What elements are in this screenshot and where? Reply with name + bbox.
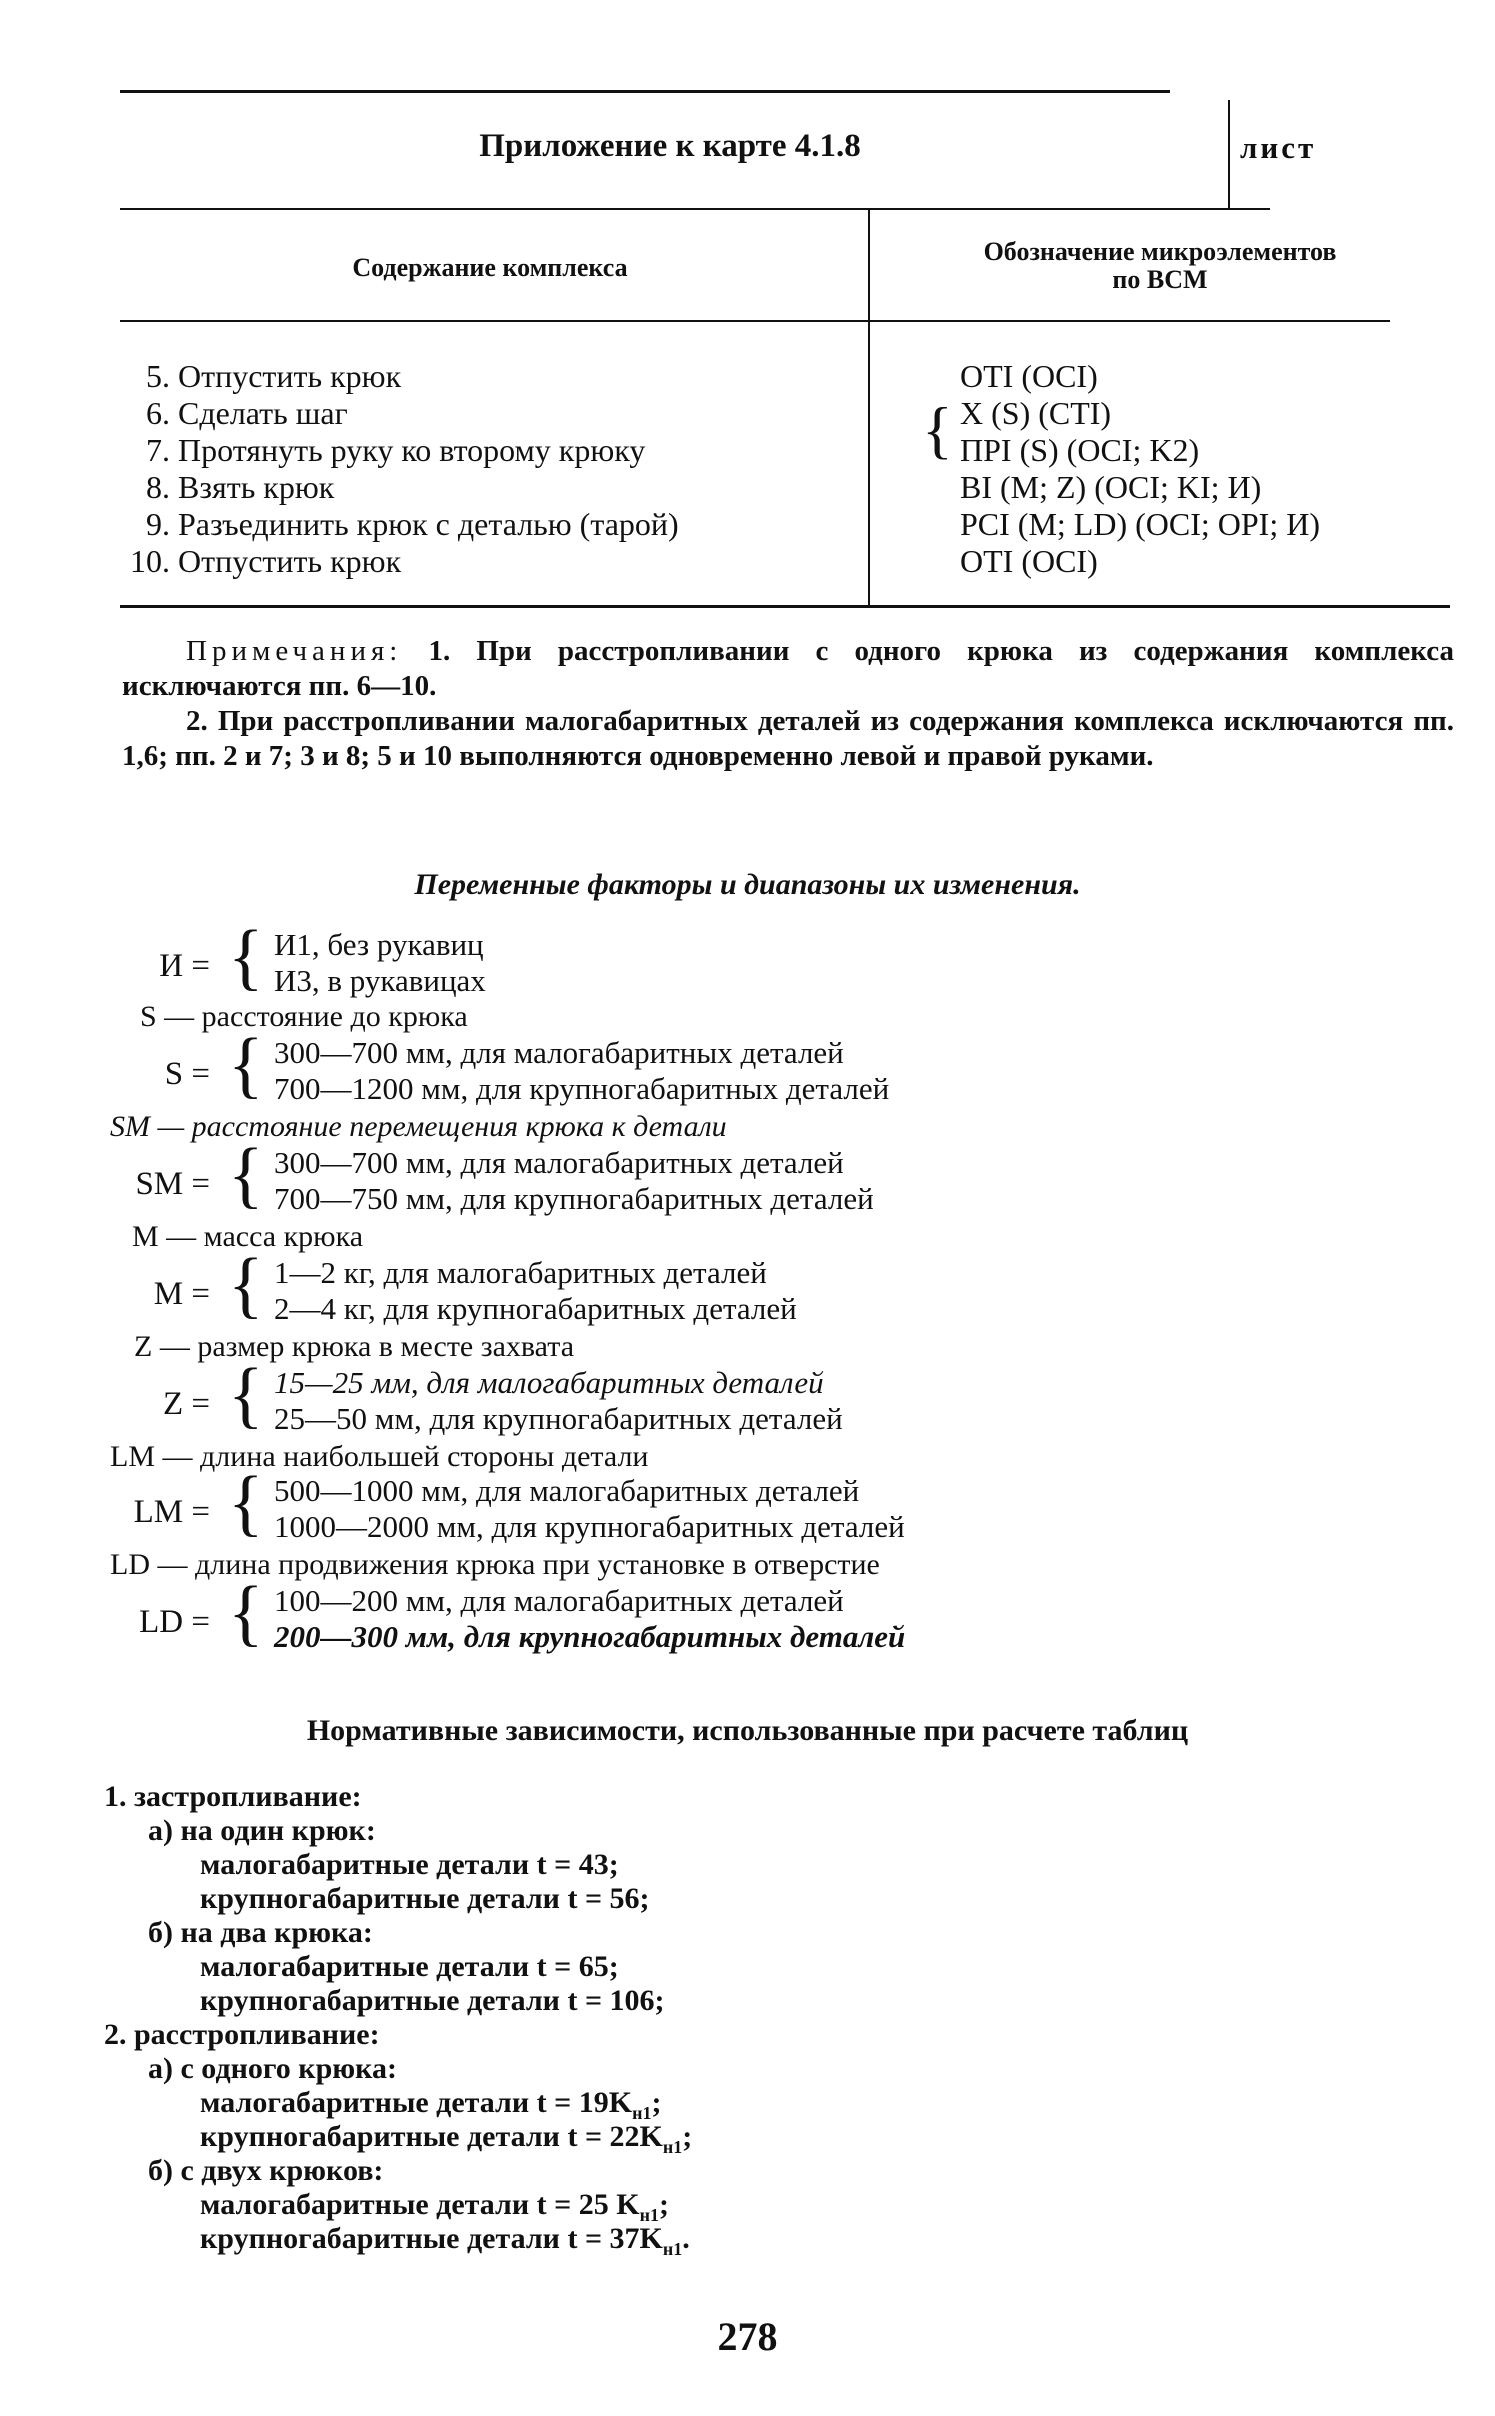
factors-title: Переменные факторы и диапазоны их изменения. — [414, 868, 1081, 901]
table-row: 6. Сделать шаг — [146, 395, 348, 431]
factor-symbol-M: M = — [153, 1276, 210, 1312]
norm-line: б) на два крюка: — [148, 1916, 373, 1949]
table-cell-code: X (S) (CTI) — [960, 395, 1112, 431]
factor-I-2: И3, в рукавицах — [274, 963, 486, 998]
notes-block — [122, 634, 1454, 774]
column-divider — [868, 210, 870, 605]
page-title: Приложение к карте 4.1.8 — [479, 128, 861, 164]
table-rows-codes — [960, 358, 1320, 580]
factor-SM-1: 300—700 мм, для малогабаритных деталей — [274, 1145, 844, 1180]
norm-line: крупногабаритные детали $t = 37K_{н1}$. — [200, 2222, 690, 2259]
factor-LD-2: 200—300 мм, для крупногабаритных деталей — [274, 1619, 906, 1654]
sheet-divider — [1228, 100, 1230, 210]
factor-symbol-S: S = — [164, 1056, 210, 1092]
norm-line: крупногабаритные детали t = 56; — [200, 1882, 650, 1915]
top-rule — [120, 90, 1170, 93]
note-2: 2. При расстропливании малогабаритных деталей из содержания комплекса исключаются пп. 1,6; пп. 2 и 7; 3 и 8; 5 и 10 выполняются одновременно левой и правой руками. — [122, 705, 1454, 772]
factor-I-1: И1, без рукавиц — [274, 927, 484, 962]
factor-symbol-SM: SM = — [135, 1166, 210, 1202]
table-row: 9. Разъединить крюк с деталью (тарой) — [146, 506, 679, 542]
factor-S-1: 300—700 мм, для малогабаритных деталей — [274, 1035, 844, 1070]
norm-line: а) с одного крюка: — [148, 2052, 397, 2085]
factor-Z-def: Z — размер крюка в месте захвата — [134, 1330, 575, 1363]
norm-line: малогабаритные детали t = 25 $K_{н1}$; — [200, 2188, 669, 2225]
table-cell-code: ПPI (S) (OCI; K2) — [960, 432, 1200, 468]
note-1: Примечания: 1. При расстропливании с одного крюка из содержания комплекса исключаются пп. 6—10. — [122, 635, 1454, 702]
factor-M-def: M — масса крюка — [132, 1220, 364, 1253]
norm-line: крупногабаритные детали $t = 22K_{н1}$; — [200, 2120, 693, 2157]
table-cell-code: OTI (OCI) — [960, 358, 1098, 394]
brace-S: { — [228, 1024, 264, 1106]
factor-LD-def: LD — длина продвижения крюка при установке в отверстие — [110, 1548, 880, 1581]
table-row: 10. Отпустить крюк — [130, 543, 402, 579]
factor-S-2: 700—1200 мм, для крупногабаритных деталей — [274, 1071, 890, 1106]
factor-LM-1: 500—1000 мм, для малогабаритных деталей — [274, 1473, 860, 1508]
col-header-rule — [120, 320, 1390, 322]
factor-M-1: 1—2 кг, для малогабаритных деталей — [274, 1255, 767, 1290]
table-bottom-rule — [120, 605, 1450, 608]
brace-rows-6-7: { — [922, 394, 953, 465]
factor-SM-2: 700—750 мм, для крупногабаритных деталей — [274, 1181, 874, 1216]
table-row: 5. Отпустить крюк — [146, 358, 402, 394]
brace-I: { — [228, 916, 264, 998]
col-header-code-2: по ВСМ — [1112, 265, 1208, 294]
table-cell-code: OTI (OCI) — [960, 543, 1098, 579]
norm-line: малогабаритные детали t = 65; — [200, 1950, 619, 1983]
col-header-code-1: Обозначение микроэлементов — [983, 237, 1337, 266]
factor-LM-2: 1000—2000 мм, для крупногабаритных деталей — [274, 1509, 905, 1544]
factor-SM-def: SM — расстояние перемещения крюка к детали — [110, 1110, 727, 1143]
factor-LD-1: 100—200 мм, для малогабаритных деталей — [274, 1583, 844, 1618]
table-cell-code: PCI (M; LD) (OCI; OPI; И) — [960, 506, 1320, 542]
col-header-content: Содержание комплекса — [352, 253, 628, 282]
factor-M-2: 2—4 кг, для крупногабаритных деталей — [274, 1291, 797, 1326]
table-row: 8. Взять крюк — [146, 469, 335, 505]
sheet-label: лист — [1240, 130, 1317, 165]
norm-line: крупногабаритные детали t = 106; — [200, 1984, 665, 2017]
norm-line: малогабаритные детали $t = 19K_{н1}$; — [200, 2086, 662, 2123]
factor-Z-1: 15—25 мм, для малогабаритных деталей — [274, 1365, 824, 1400]
table-rows-content — [122, 358, 679, 580]
norms-title: Нормативные зависимости, использованные при расчете таблиц — [306, 1714, 1189, 1747]
table-row: 7. Протянуть руку ко второму крюку — [146, 432, 646, 468]
brace-SM: { — [228, 1134, 264, 1216]
norm-line: малогабаритные детали t = 43; — [200, 1848, 619, 1881]
norm-line: 1. застропливание: — [104, 1780, 362, 1813]
factor-LM-def: LM — длина наибольшей стороны детали — [110, 1440, 649, 1473]
factor-Z-2: 25—50 мм, для крупногабаритных деталей — [274, 1401, 843, 1436]
norm-line: а) на один крюк: — [148, 1814, 376, 1847]
header-rule — [120, 208, 1270, 210]
page-number: 278 — [717, 2314, 778, 2359]
brace-Z: { — [228, 1354, 264, 1436]
brace-LD: { — [228, 1572, 264, 1654]
brace-LM: { — [228, 1462, 264, 1544]
norm-line: 2. расстропливание: — [104, 2018, 380, 2051]
factor-S-def: S — расстояние до крюка — [140, 1000, 468, 1033]
factor-symbol-LM: LM = — [133, 1494, 210, 1530]
factor-symbol-I: И = — [159, 948, 210, 984]
factor-symbol-LD: LD = — [139, 1604, 210, 1640]
table-cell-code: BI (M; Z) (OCI; KI; И) — [960, 469, 1262, 505]
factor-symbol-Z: Z = — [162, 1386, 210, 1422]
norm-line: б) с двух крюков: — [148, 2154, 384, 2187]
brace-M: { — [228, 1244, 264, 1326]
